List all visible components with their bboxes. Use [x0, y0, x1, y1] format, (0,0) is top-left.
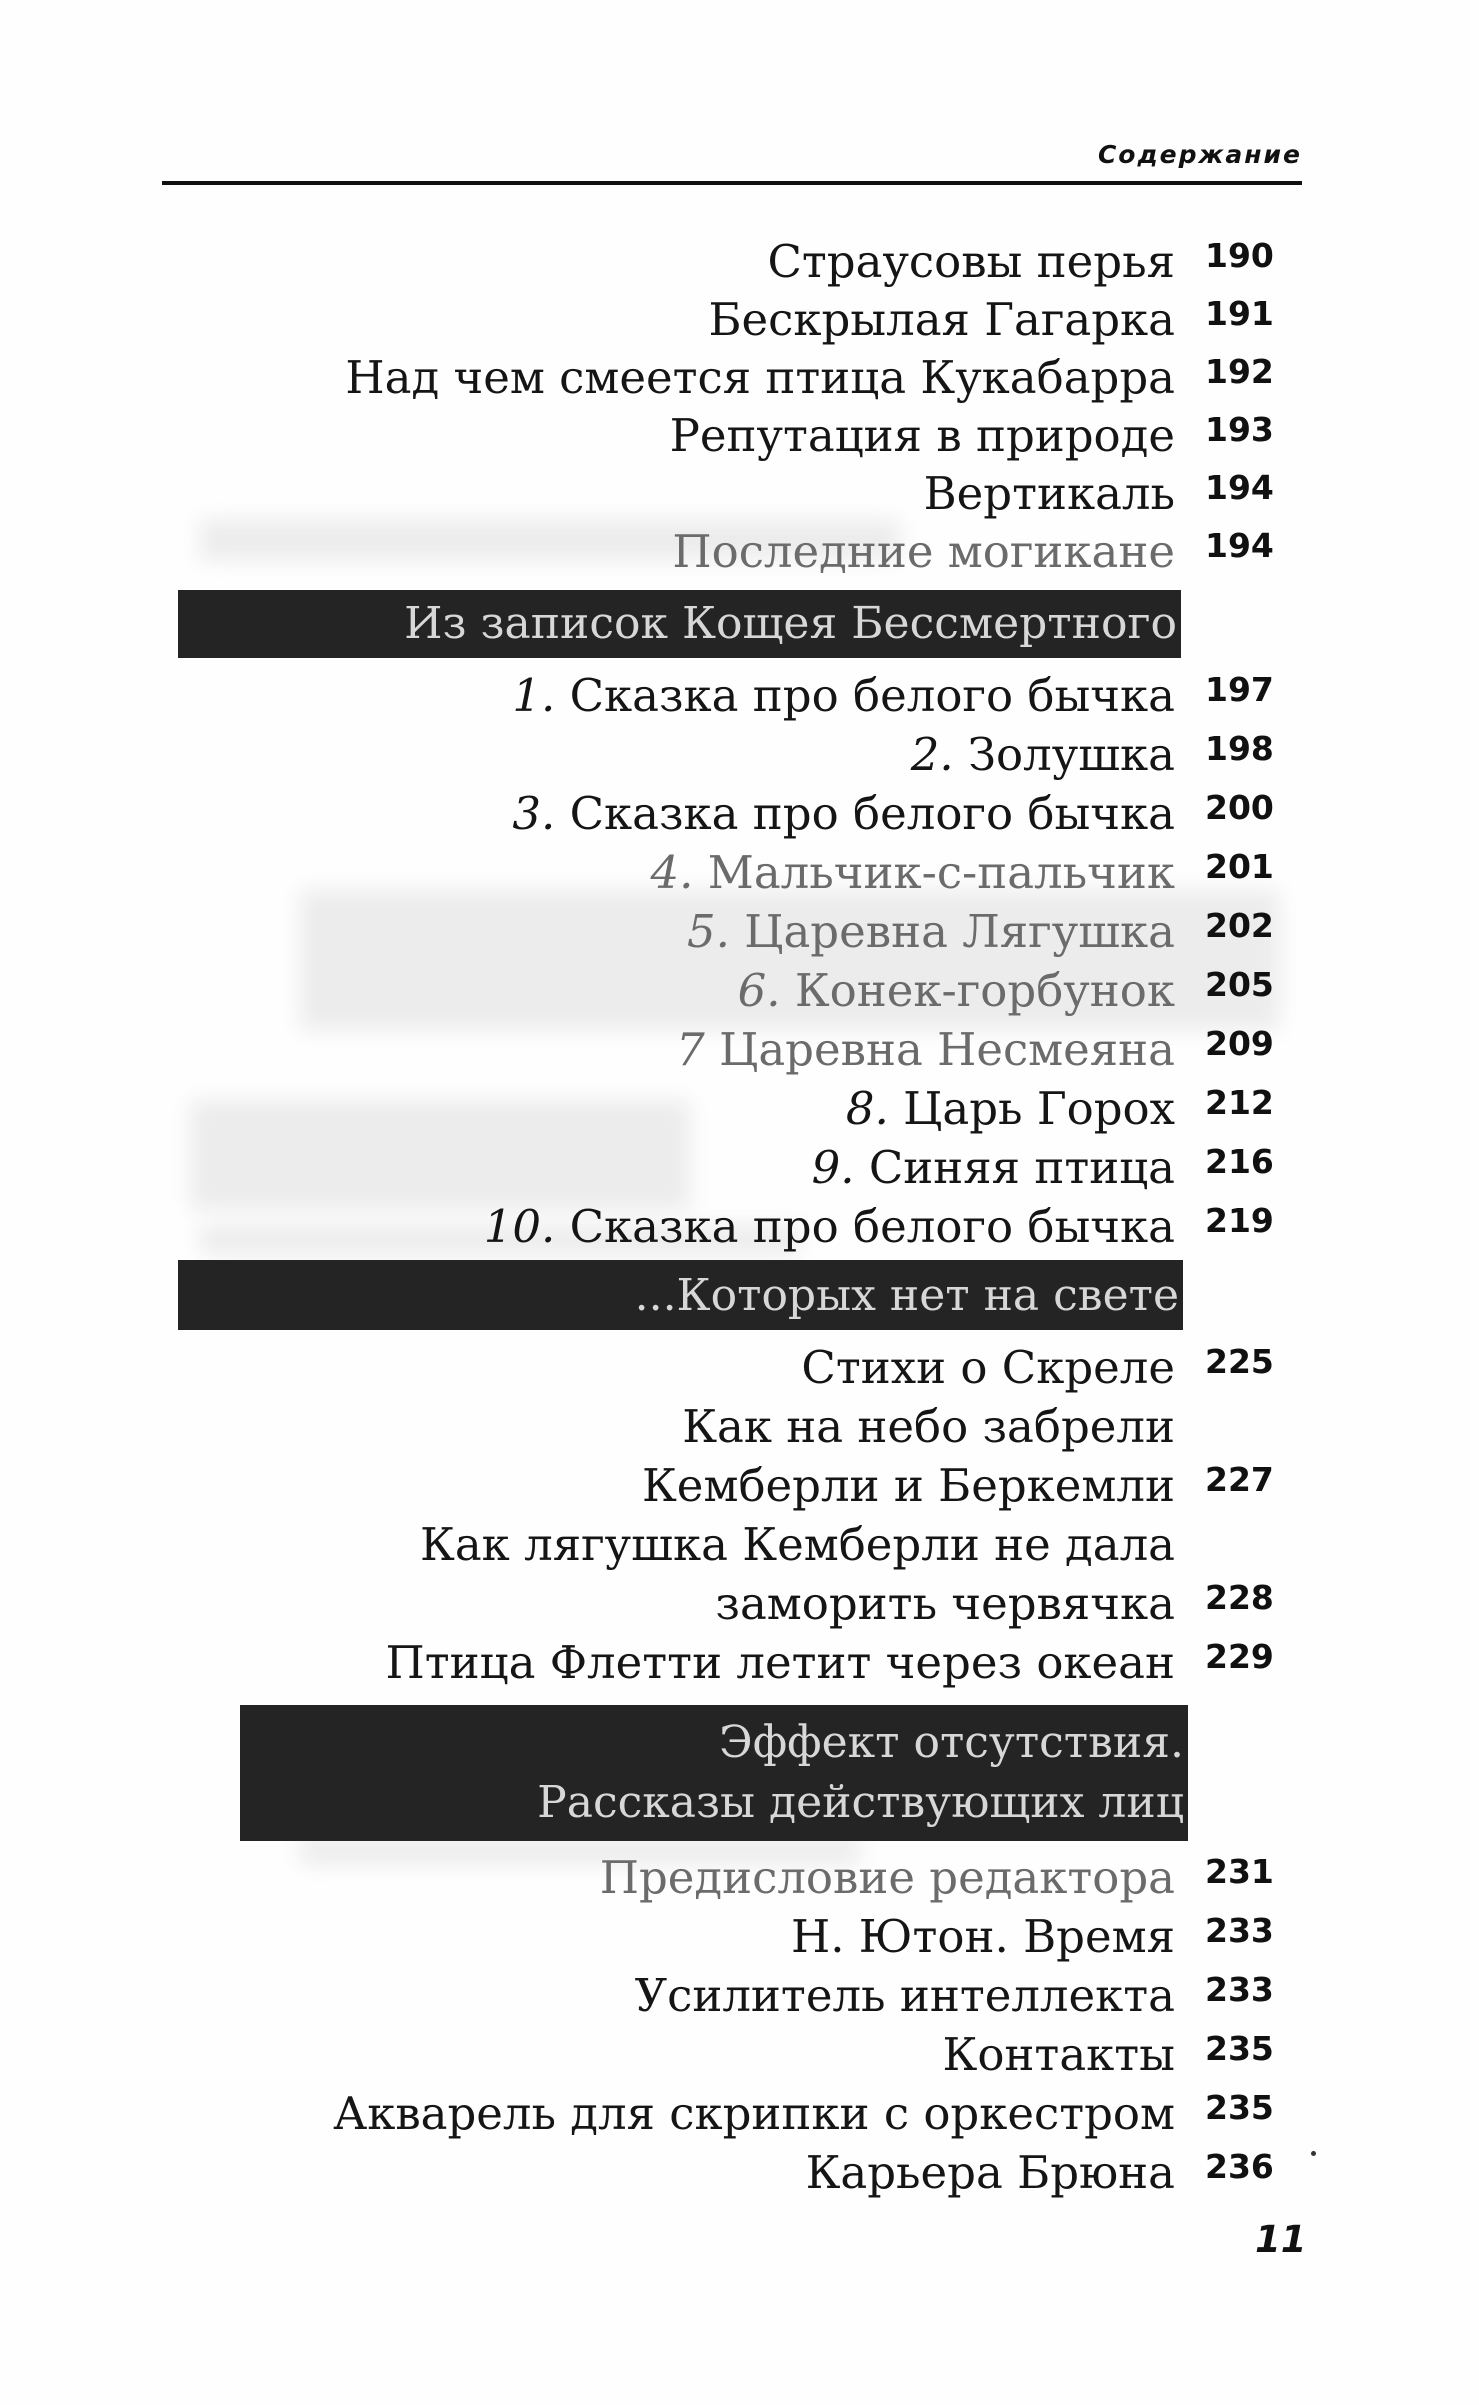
toc-entry-page: 202 — [1205, 906, 1274, 945]
toc-entry-page: 219 — [1205, 1201, 1274, 1240]
toc-entry — [0, 1020, 1479, 1080]
toc-entry-page: 198 — [1205, 729, 1274, 768]
toc-entry-number: 9. — [811, 1141, 855, 1194]
toc-entry-title — [687, 902, 1175, 962]
toc-entry — [0, 1456, 1479, 1516]
toc-entry-title: Контакты — [942, 2028, 1175, 2081]
toc-entry — [0, 522, 1479, 582]
toc-entry — [0, 2143, 1479, 2203]
toc-entry — [0, 1515, 1479, 1575]
toc-entry-title — [484, 1197, 1175, 1257]
section-heading-band — [178, 590, 1181, 658]
toc-entry-title — [512, 784, 1175, 844]
toc-entry-title — [651, 843, 1176, 903]
toc-entry-title: Вертикаль — [923, 467, 1175, 520]
toc-entry — [0, 1197, 1479, 1257]
toc-entry-title — [512, 666, 1175, 726]
toc-entry-text: Сказка про белого бычка — [569, 1200, 1175, 1253]
toc-entry-number: 8. — [845, 1082, 889, 1135]
toc-entry — [0, 232, 1479, 292]
toc-entry-title: Репутация в природе — [669, 409, 1175, 462]
toc-entry — [0, 1338, 1479, 1398]
toc-entry — [0, 1966, 1479, 2026]
toc-entry — [0, 1907, 1479, 1967]
toc-entry-page: 200 — [1205, 788, 1274, 827]
toc-entry-page: 190 — [1205, 236, 1274, 275]
toc-entry-number: 4. — [650, 846, 694, 899]
toc-entry-page: 194 — [1205, 468, 1274, 507]
stray-dot — [1311, 2151, 1316, 2156]
toc-entry-page: 233 — [1205, 1970, 1274, 2009]
toc-entry — [0, 961, 1479, 1021]
toc-entry — [0, 1848, 1479, 1908]
toc-entry — [0, 902, 1479, 962]
header-rule — [162, 181, 1302, 185]
toc-entry-text: Царь Горох — [903, 1082, 1175, 1135]
toc-entry-text: Конек-горбунок — [794, 964, 1175, 1017]
toc-entry-number: 6. — [737, 964, 781, 1017]
toc-entry-text: Золушка — [968, 728, 1175, 781]
toc-entry-page: 231 — [1205, 1852, 1274, 1891]
toc-entry-number: 5. — [686, 905, 730, 958]
section-heading-band — [240, 1705, 1188, 1841]
toc-entry-title: Предисловие редактора — [599, 1851, 1175, 1904]
toc-entry-title — [676, 1020, 1175, 1080]
toc-entry-title: Страусовы перья — [767, 235, 1175, 288]
toc-entry — [0, 1397, 1479, 1457]
toc-entry — [0, 406, 1479, 466]
toc-entry-number: 3. — [512, 787, 556, 840]
toc-entry — [0, 1633, 1479, 1693]
toc-entry — [0, 1574, 1479, 1634]
toc-entry-number: 7 — [676, 1023, 705, 1076]
toc-entry-title: заморить червячка — [715, 1577, 1175, 1630]
toc-entry — [0, 725, 1479, 785]
toc-entry-page: 235 — [1205, 2029, 1274, 2068]
toc-entry-page: 205 — [1205, 965, 1274, 1004]
toc-entry — [0, 666, 1479, 726]
toc-entry-title: Стихи о Скреле — [801, 1341, 1175, 1394]
toc-entry — [0, 464, 1479, 524]
toc-entry-page: 194 — [1205, 526, 1274, 565]
toc-entry — [0, 784, 1479, 844]
toc-entry — [0, 843, 1479, 903]
toc-entry-page: 192 — [1205, 352, 1274, 391]
toc-entry — [0, 2084, 1479, 2144]
toc-entry — [0, 348, 1479, 408]
toc-entry-page: 225 — [1205, 1342, 1274, 1381]
toc-entry-page: 227 — [1205, 1460, 1274, 1499]
toc-entry-page: 216 — [1205, 1142, 1274, 1181]
toc-entry-number: 10. — [483, 1200, 556, 1253]
toc-entry-page: 229 — [1205, 1637, 1274, 1676]
toc-entry-title: Последние могикане — [672, 525, 1175, 578]
toc-entry-title — [846, 1079, 1175, 1139]
toc-entry-title: Как на небо забрели — [682, 1400, 1175, 1453]
toc-entry-text: Синяя птица — [868, 1141, 1175, 1194]
toc-entry-page: 201 — [1205, 847, 1274, 886]
toc-entry-text: Сказка про белого бычка — [569, 787, 1175, 840]
toc-entry-page: 233 — [1205, 1911, 1274, 1950]
toc-entry-title — [911, 725, 1175, 785]
section-heading-line-1: Эффект отсутствия. — [719, 1717, 1184, 1768]
toc-entry-page: 209 — [1205, 1024, 1274, 1063]
toc-entry-page: 235 — [1205, 2088, 1274, 2127]
toc-entry-title: Н. Ютон. Время — [790, 1910, 1175, 1963]
toc-entry-page: 236 — [1205, 2147, 1274, 2186]
running-head: Содержание — [1097, 140, 1302, 169]
section-heading-band — [178, 1260, 1183, 1330]
section-heading: Из записок Кощея Бессмертного — [404, 598, 1177, 649]
toc-entry-title: Птица Флетти летит через океан — [385, 1636, 1175, 1689]
toc-entry-title — [738, 961, 1175, 1021]
toc-entry — [0, 1138, 1479, 1198]
toc-entry — [0, 1079, 1479, 1139]
toc-entry-title: Как лягушка Кемберли не дала — [420, 1518, 1175, 1571]
toc-entry-title: Акварель для скрипки с оркестром — [333, 2087, 1175, 2140]
toc-entry-page: 228 — [1205, 1578, 1274, 1617]
section-heading: ...Которых нет на свете — [634, 1270, 1179, 1321]
toc-entry-title: Над чем смеется птица Кукабарра — [345, 351, 1175, 404]
page-number: 11 — [1255, 2218, 1307, 2261]
toc-entry-title: Бескрылая Гагарка — [708, 293, 1175, 346]
toc-entry-title — [812, 1138, 1175, 1198]
section-heading-line-2: Рассказы действующих лиц — [537, 1777, 1184, 1828]
toc-entry-text: Царевна Лягушка — [744, 905, 1175, 958]
toc-entry-text: Сказка про белого бычка — [569, 669, 1175, 722]
toc-entry-number: 2. — [910, 728, 954, 781]
toc-entry-page: 197 — [1205, 670, 1274, 709]
toc-entry-number: 1. — [512, 669, 556, 722]
toc-entry-title: Усилитель интеллекта — [634, 1969, 1175, 2022]
toc-entry-text: Мальчик-с-пальчик — [707, 846, 1175, 899]
toc-entry — [0, 2025, 1479, 2085]
toc-entry-page: 193 — [1205, 410, 1274, 449]
toc-entry-page: 212 — [1205, 1083, 1274, 1122]
toc-entry-title: Карьера Брюна — [805, 2146, 1175, 2199]
toc-entry-page: 191 — [1205, 294, 1274, 333]
toc-entry-title: Кемберли и Беркемли — [641, 1459, 1175, 1512]
toc-entry-text: Царевна Несмеяна — [719, 1023, 1175, 1076]
toc-entry — [0, 290, 1479, 350]
